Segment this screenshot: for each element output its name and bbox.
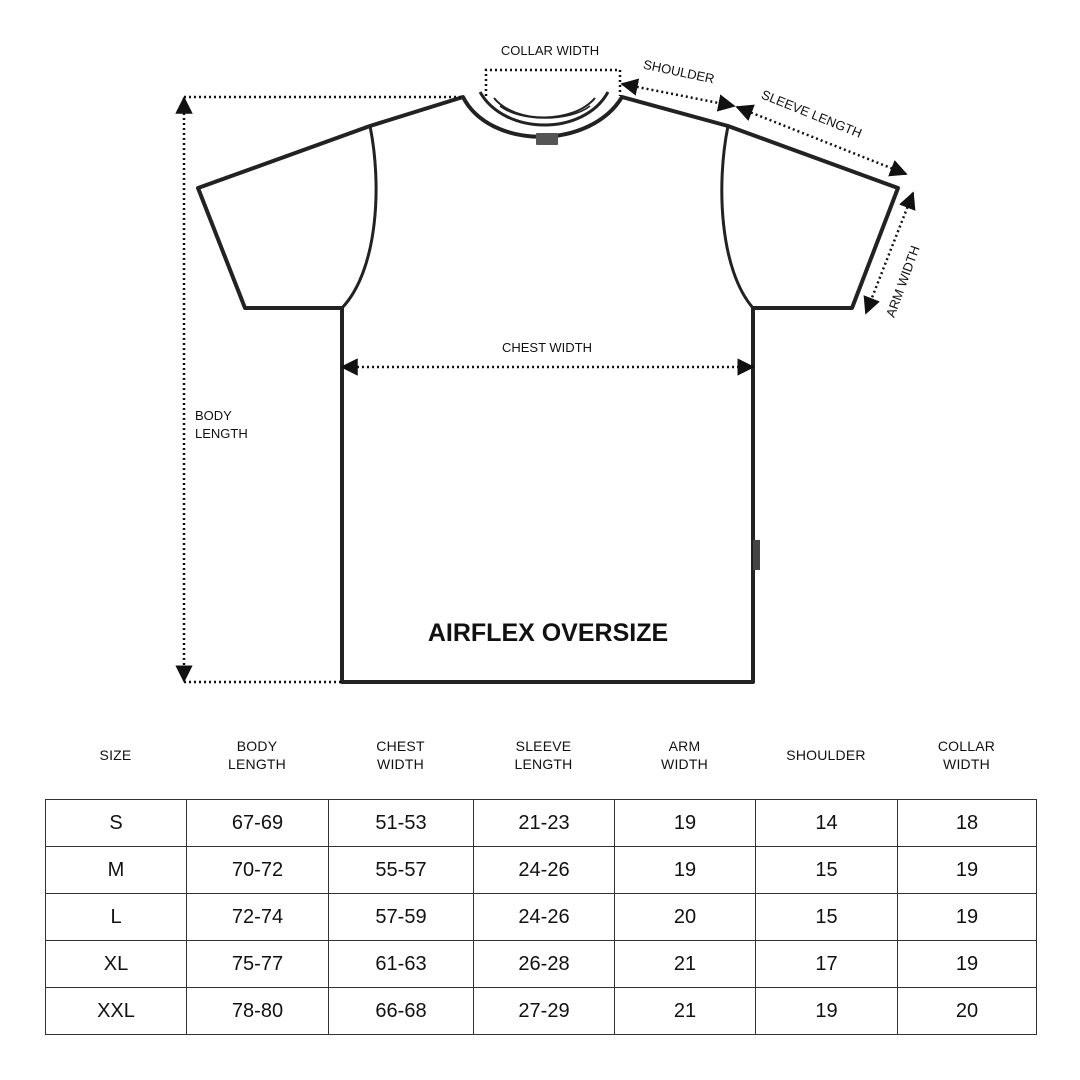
size-cell: XL [46,941,187,988]
neck-label-tag [536,133,558,145]
arm-width-cell: 19 [615,800,756,847]
shoulder-cell: 15 [756,894,898,941]
shoulder-label: SHOULDER [642,56,716,87]
chest-width-cell: 55-57 [329,847,474,894]
header-collar-width: COLLAR WIDTH [937,738,996,772]
sleeve-length-cell: 24-26 [474,894,615,941]
chest-width-cell: 61-63 [329,941,474,988]
body-length-cell: 70-72 [187,847,329,894]
arm-width-label: ARM WIDTH [882,243,923,320]
collar-width-cell: 19 [898,847,1037,894]
table-row [46,988,1037,1035]
header-body-length: BODY LENGTH [228,738,286,772]
arm-width-cell: 20 [615,894,756,941]
shoulder-cell: 17 [756,941,898,988]
collar-width-label: COLLAR WIDTH [500,43,600,58]
header-sleeve-length: SLEEVE LENGTH [514,738,573,772]
chest-width-cell: 66-68 [329,988,474,1035]
header-chest-width: CHEST WIDTH [376,738,425,772]
table-row [46,800,1037,847]
collar-width-measure [486,70,620,96]
chest-width-cell: 51-53 [329,800,474,847]
shoulder-cell: 15 [756,847,898,894]
arm-width-cell: 21 [615,988,756,1035]
sleeve-length-label: SLEEVE LENGTH [759,86,865,141]
sleeve-length-cell: 26-28 [474,941,615,988]
body-length-label-line1: BODY [195,408,232,423]
body-length-measure [184,97,463,682]
shoulder-cell: 14 [756,800,898,847]
sleeve-length-cell: 24-26 [474,847,615,894]
chest-width-cell: 57-59 [329,894,474,941]
table-row [46,847,1037,894]
collar-width-cell: 19 [898,894,1037,941]
body-length-label-line2: LENGTH [195,426,248,441]
tshirt-outline [198,92,898,682]
size-table [45,799,1037,1035]
side-tag [753,540,760,570]
header-size: SIZE [99,747,132,763]
collar-width-cell: 20 [898,988,1037,1035]
body-length-cell: 75-77 [187,941,329,988]
body-length-cell: 67-69 [187,800,329,847]
shoulder-cell: 19 [756,988,898,1035]
size-cell: L [46,894,187,941]
sleeve-length-cell: 21-23 [474,800,615,847]
body-length-cell: 78-80 [187,988,329,1035]
body-length-cell: 72-74 [187,894,329,941]
arm-width-cell: 19 [615,847,756,894]
collar-width-cell: 19 [898,941,1037,988]
header-arm-width: ARM WIDTH [661,738,708,772]
size-cell: S [46,800,187,847]
header-shoulder: SHOULDER [786,747,866,763]
size-cell: M [46,847,187,894]
chest-width-label: CHEST WIDTH [501,340,593,355]
size-cell: XXL [46,988,187,1035]
collar-width-cell: 18 [898,800,1037,847]
product-title: AIRFLEX OVERSIZE [427,619,669,647]
table-row [46,894,1037,941]
arm-width-cell: 21 [615,941,756,988]
sleeve-length-cell: 27-29 [474,988,615,1035]
table-row [46,941,1037,988]
